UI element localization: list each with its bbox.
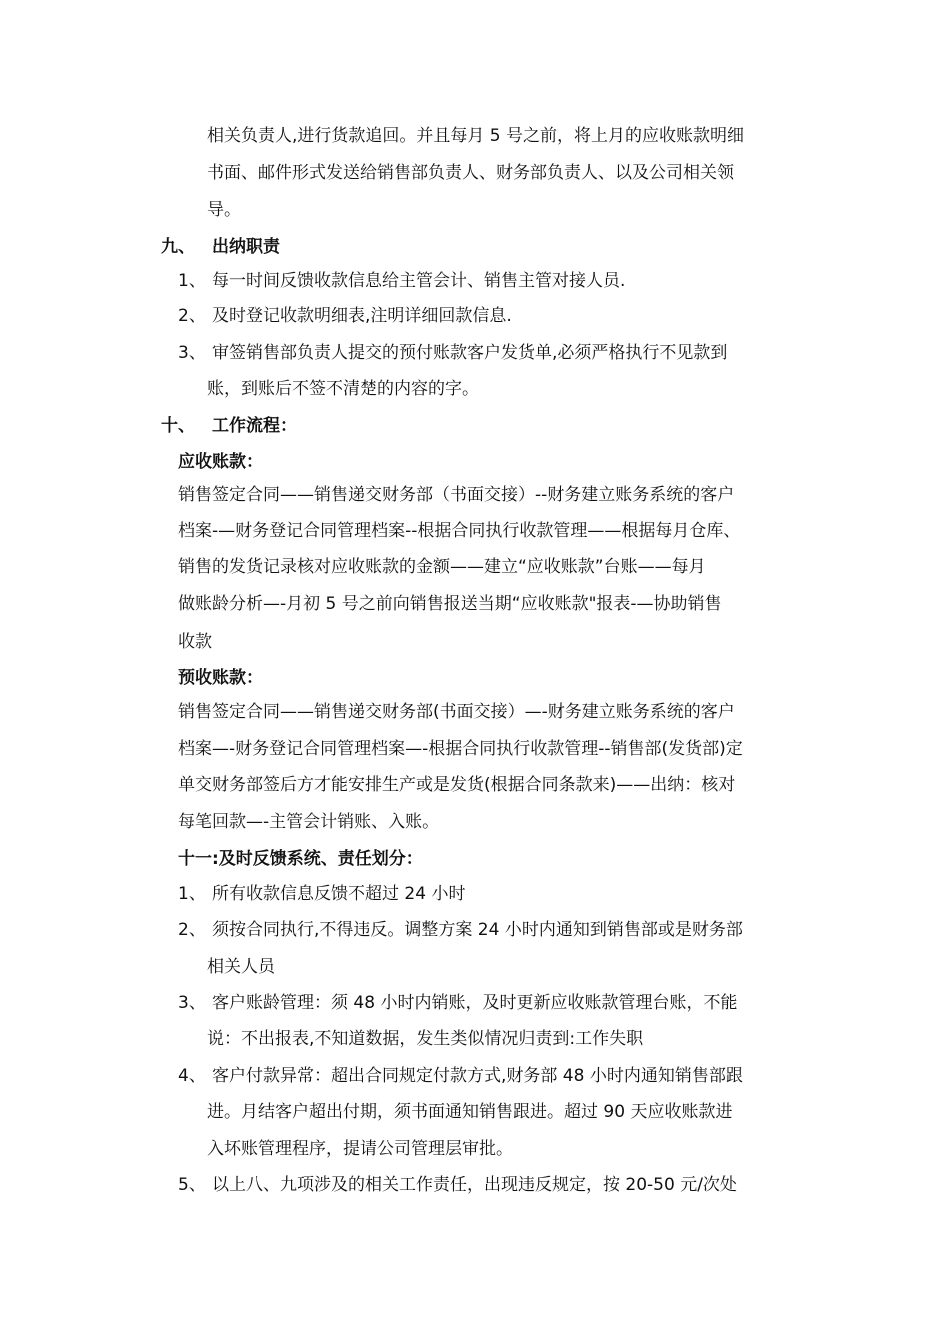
text-line: 单交财务部签后方才能安排生产或是发货(根据合同条款来)——出纳：核对 [178,775,736,795]
list-item-number: 3、 [178,343,206,363]
list-item-number: 2、 [178,920,206,940]
text-line: 做账龄分析—-月初 5 号之前向销售报送当期“应收账款"报表-—协助销售 [178,594,722,614]
text-line: 每笔回款—-主管会计销账、入账。 [178,812,440,832]
list-item-text: 客户付款异常：超出合同规定付款方式,财务部 48 小时内通知销售部跟 [212,1066,743,1086]
list-item-text: 进。月结客户超出付期，须书面通知销售跟进。超过 90 天应收账款进 [207,1102,733,1122]
section-title: 出纳职责 [212,237,280,257]
list-item-number: 3、 [178,993,206,1013]
list-item-text: 及时登记收款明细表,注明详细回款信息. [212,306,512,326]
text-line: 销售签定合同——销售递交财务部(书面交接）—-财务建立账务系统的客户 [178,702,735,722]
subsection-heading: 预收账款： [178,668,263,688]
section-title: 十一:及时反馈系统、责任划分： [178,849,423,869]
list-item-text: 须按合同执行,不得违反。调整方案 24 小时内通知到销售部或是财务部 [212,920,743,940]
text-line: 销售签定合同——销售递交财务部（书面交接）--财务建立账务系统的客户 [178,485,735,505]
text-line: 档案—-财务登记合同管理档案—-根据合同执行收款管理--销售部(发货部)定 [178,739,743,759]
list-item-number: 5、 [178,1175,206,1195]
list-item-text: 入坏账管理程序，提请公司管理层审批。 [207,1139,513,1159]
text-line: 销售的发货记录核对应收账款的金额——建立“应收账款”台账——每月 [178,557,706,577]
list-item-number: 1、 [178,271,206,291]
subsection-heading: 应收账款： [178,452,263,472]
list-item-text: 说：不出报表,不知道数据，发生类似情况归责到:工作失职 [207,1029,644,1049]
text-line: 相关负责人,进行货款追回。并且每月 5 号之前，将上月的应收账款明细 [207,126,745,146]
section-number: 十、 [161,416,195,436]
list-item-text: 相关人员 [207,957,275,977]
text-line: 导。 [207,200,241,220]
section-number: 九、 [161,237,195,257]
list-item-text: 所有收款信息反馈不超过 24 小时 [212,884,466,904]
list-item-number: 1、 [178,884,206,904]
list-item-text: 审签销售部负责人提交的预付账款客户发货单,必须严格执行不见款到 [212,343,728,363]
list-item-number: 4、 [178,1066,206,1086]
text-line: 收款 [178,632,212,652]
text-line: 档案-—财务登记合同管理档案--根据合同执行收款管理——根据每月仓库、 [178,521,741,541]
list-item-number: 2、 [178,306,206,326]
list-item-text: 每一时间反馈收款信息给主管会计、销售主管对接人员. [212,271,626,291]
text-line: 书面、邮件形式发送给销售部负责人、财务部负责人、以及公司相关领 [207,163,734,183]
section-title: 工作流程： [212,416,297,436]
list-item-text: 账，到账后不签不清楚的内容的字。 [207,379,479,399]
list-item-text: 客户账龄管理：须 48 小时内销账，及时更新应收账款管理台账，不能 [212,993,738,1013]
list-item-text: 以上八、九项涉及的相关工作责任，出现违反规定，按 20-50 元/次处 [212,1175,737,1195]
